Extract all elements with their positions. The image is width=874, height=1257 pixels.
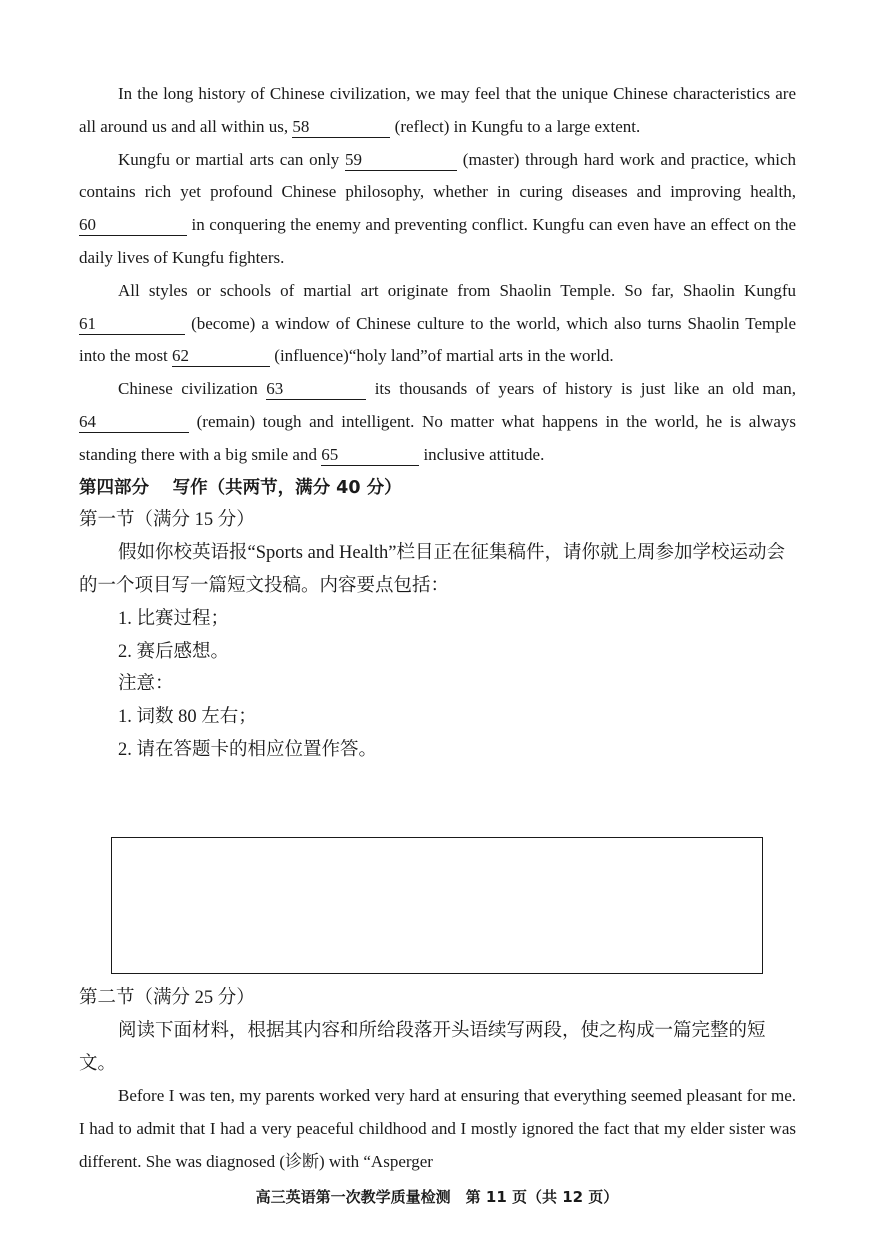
- answer-box[interactable]: [111, 837, 763, 974]
- writing-prompt: 假如你校英语报“Sports and Health”栏目正在征集稿件，请你就上周参加学校运动会的一个项目写一篇短文投稿。内容要点包括：: [79, 543, 785, 596]
- blank-65[interactable]: 65: [321, 445, 419, 466]
- text: Kungfu or martial arts can only: [118, 149, 340, 169]
- section2-prompt: 阅读下面材料，根据其内容和所给段落开头语续写两段，使之构成一篇完整的短文。: [79, 1020, 766, 1074]
- text: in conquering the enemy and preventing conflict. Kungfu can even have an effect on the daily lives of Kungfu fighters.: [79, 215, 796, 267]
- blank-58[interactable]: 58: [292, 117, 390, 138]
- point-2: 2. 赛后感想。: [118, 641, 230, 662]
- text: (influence)“holy land”of martial arts in the world.: [274, 346, 614, 366]
- blank-62[interactable]: 62: [172, 346, 270, 367]
- part4-heading: 第四部分 写作（共两节，满分 40 分）: [79, 477, 402, 498]
- paragraph-1: [79, 78, 796, 144]
- blank-63[interactable]: 63: [266, 379, 366, 400]
- text: its thousands of years of history is just like an old man,: [374, 379, 797, 399]
- section2-content: [79, 982, 796, 1179]
- text: In the long history of Chinese civilization, we may feel that the unique Chinese characteristics are all around us and all within us,: [79, 84, 796, 136]
- paragraph-2: [79, 144, 796, 275]
- section1-title: 第一节（满分 15 分）: [79, 510, 255, 531]
- blank-59[interactable]: 59: [345, 150, 457, 171]
- text: (remain) tough and intelligent. No matter what happens in the world, he is always standing there with a big smile and: [79, 411, 797, 464]
- text: Chinese civilization: [118, 379, 258, 399]
- note-1: 1. 词数 80 左右；: [118, 707, 257, 728]
- story-paragraph: Before I was ten, my parents worked very hard at ensuring that everything seemed pleasant for me. I had to admit that I had a very peaceful childhood and I mostly ignored the fact that my elder sister was different. She was diagnosed (诊断) with “Asperger: [79, 1086, 796, 1171]
- blank-60[interactable]: 60: [79, 215, 187, 236]
- point-1: 1. 比赛过程；: [118, 608, 230, 629]
- paragraph-4: [79, 373, 796, 471]
- note-2: 2. 请在答题卡的相应位置作答。: [118, 739, 378, 760]
- blank-64[interactable]: 64: [79, 412, 189, 433]
- text: (master) through hard work and practice, which contains rich yet profound Chinese philosophy, whether in curing diseases and improving health,: [79, 149, 797, 202]
- text: All styles or schools of martial art originate from Shaolin Temple. So far, Shaolin Kungfu: [118, 280, 796, 300]
- note-label: 注意：: [118, 674, 174, 695]
- blank-61[interactable]: 61: [79, 314, 185, 335]
- text: inclusive attitude.: [423, 444, 545, 464]
- paragraph-3: [79, 275, 796, 373]
- section2-title: 第二节（满分 25 分）: [79, 988, 255, 1008]
- text: (become) a window of Chinese culture to the world, which also turns Shaolin Temple into the most: [79, 313, 797, 366]
- page-footer: 高三英语第一次教学质量检测 第 11 页（共 12 页）: [255, 1188, 619, 1206]
- text: (reflect) in Kungfu to a large extent.: [394, 116, 641, 136]
- page-content: [79, 78, 796, 767]
